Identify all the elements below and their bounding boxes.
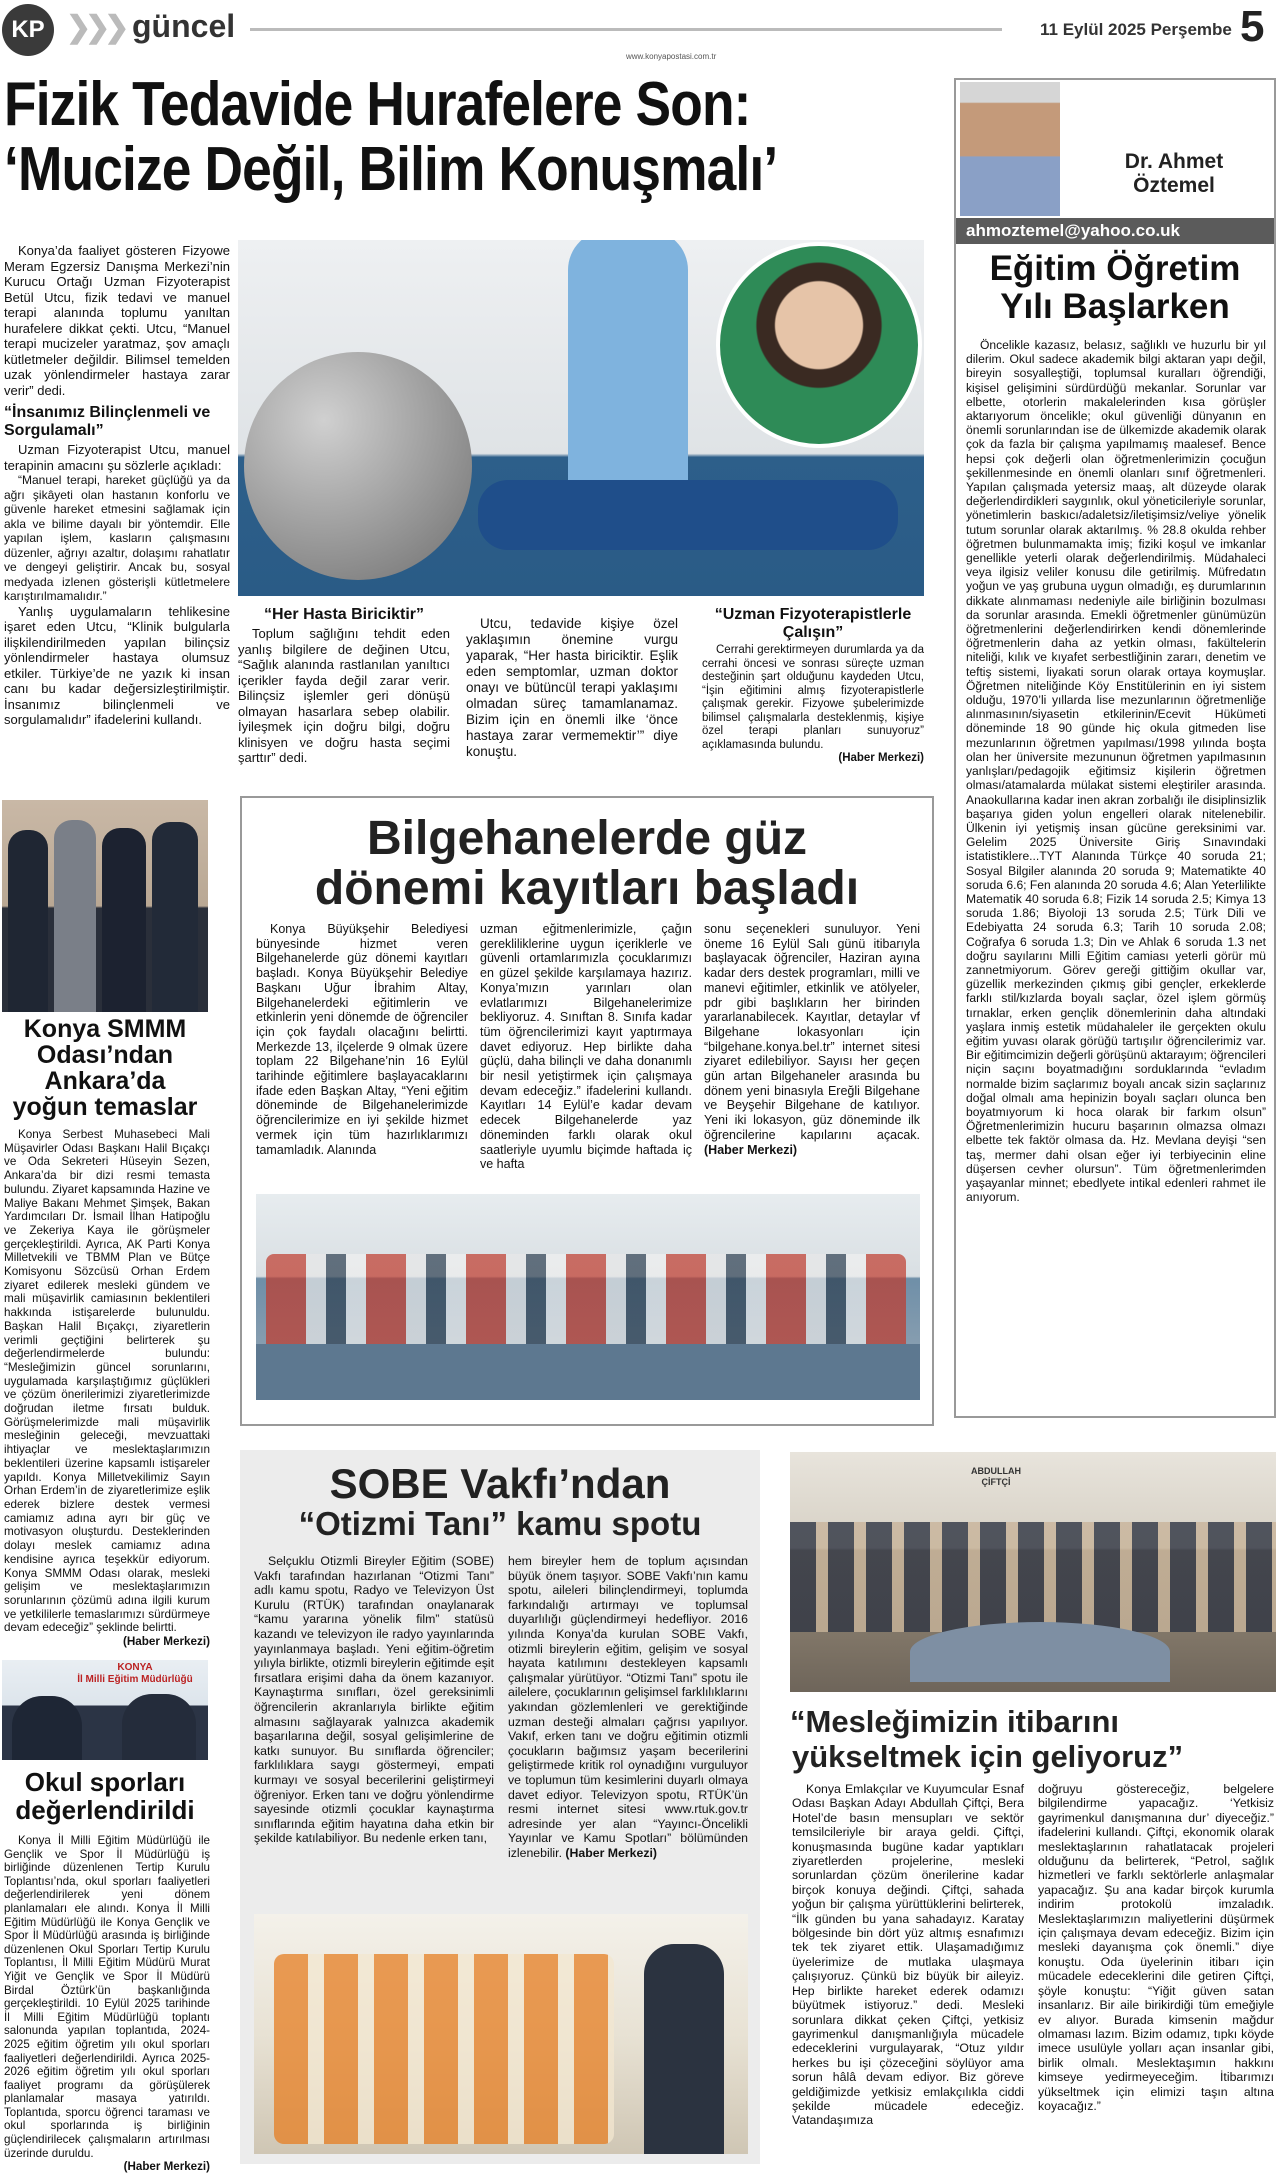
photo-banner xyxy=(966,1466,1026,1488)
meslek-title-line2: yükseltmek için geliyoruz” xyxy=(792,1739,1184,1774)
main-p4: Yanlış uygulamaların tehlikesine işaret eden Utcu, “Klinik bulgularla ilişkilendirilmeden yapılan bilinçsiz yönlendirmeler hastaya olumsuz etkiler. Türkiye’de ne yazık ki insan canı bu kadar değersizleştirilmiştir. İnsanımız bilinçlenmeli ve sorgulamalıdır” ifadelerini kullandı. xyxy=(4,603,230,727)
attendees xyxy=(790,1522,1276,1632)
smmm-text: Konya Serbest Muhasebeci Mali Müşavirler Odası Başkanı Halil Bıçakçı ve Oda Sekreteri Hüseyin Sezen, Ankara’da bir dizi resmi temasta bulundu. Ziyaret kapsamında Hazine ve Maliye Bakanı Mehmet Şimşek, Bakan Yardımcıları Dr. İsmail İlhan Hatipoğlu ve Zekeriya Kaya ile görüşmeler gerçekleştirildi. Ayrıca, AK Parti Konya Milletvekili ve TBMM Plan ve Bütçe Komisyonu Sözcüsü Orhan Erdem ziyaret edilerek mesleki gündem ve mali müşavirlik camiasının beklentileri hakkında istişarelerde bulunuldu. Başkan Halil Bıçakçı, ziyaretlerin verimli geçtiğini belirterek şu değerlendirmelerde bulundu: “Mesleğimizin güncel sorunlarını, uygulamada karşılaştığımız güçlükleri ve çözüm önerilerimizi ziyaretlerimizde doğrudan iletme fırsatı bulduk. Görüşmelerimizde mali müşavirlik mesleğinin geleceği, mevzuattaki ihtiyaçlar ve meslektaşlarımızın beklentileri üzerine kapsamlı istişareler yapıldı. Konya Milletvekilimiz Sayın Orhan Erdem’in de ziyaretlerimize eşlik ederek bizlere destek vermesi camiamız adına ayrı bir güç ve motivasyon oluşturdu. Desteklerinden dolayı meslek camiamız adına kendisine ayrıca teşekkür ediyorum. Konya SMMM Odası olarak, mesleki gelişim ve meslektaşlarımızın sorunlarının çözümü adına ilgili kurum ve yetkililerle temaslarımızı sürdürmeye devam edeceğiz” şeklinde belirtti. xyxy=(4,1128,210,1635)
official-1 xyxy=(12,1696,82,1760)
meeting-table xyxy=(910,1622,1170,1682)
sobe-col1: Selçuklu Otizmli Bireyler Eğitim (SOBE) Vakfı tarafından hazırlanan “Otizmi Tanı” adlı kamu spotu, Radyo ve Televizyon Üst Kurulu (RTÜK) tarafından onaylanarak “kamu yararına yönelik film” statüsü kazandı ve televizyon ile radyo yayınlarında yayınlanmaya başladı. Yeni eğitim-öğretim yılıyla birlikte, otizmli bireylerin eğitimde eşit fırsatlara erişimi daha da önem kazanıyor. Kaynaştırma sınıfları, özel gereksinimli öğrencilerin akranlarıyla birlikte eğitim almasını sağlayarak yalnızca akademik başarılarına değil, sosyal gelişimlerine de katkı sunuyor. Bu sınıflarda öğrenciler; farklılıklara saygı göstermeyi, empati kurmayı ve sosyal becerilerini geliştirmeyi öğreniyor. Erken tanı ve doğru yönlendirme sayesinde otizmli çocuklar kaynaştırma sınıflarında eğitim hayatına daha etkin bir şekilde katılabiliyor. Bu nedenle erken tanı, xyxy=(254,1554,494,1846)
bilgehane-col1: Konya Büyükşehir Belediyesi bünyesinde hizmet veren Bilgehanelerde güz dönemi kayıtları başladı. Konya Büyükşehir Belediye Başkanı Uğur İbrahim Altay, Bilgehanelerdeki eğitimlerin ve etkinlerin yeni dönemde de öğrenciler için çok faydalı olacağını belirtti. Merkezde 13, ilçelerde 9 olmak üzere toplam 22 Bilgehane’nin 16 Eylül tarihinde eğitimlere başlayacaklarını ifade eden Başkan Altay, “Yeni eğitim döneminde de Bilgehanelerimizde öğrencilerimize en iyi şekilde hizmet vermek için tüm hazırlıklarımızı tamamladık. Alanında xyxy=(256,922,468,1157)
main-title-line1: Fizik Tedavide Hurafelere Son: xyxy=(4,70,751,139)
main-p5: Toplum sağlığını tehdit eden yanlış bilgilere de değinen Utcu, “Sağlık alanında rastlanılan yanıltıcı içerikler fayda değil zarar verir. Bilinçsiz işlemler geri dönüşü olmayan hasarlara sebep olabilir. İyileşmek için doğru bilgi, doğru klinisyen ve doğru hasta seçimi şarttır” dedi. xyxy=(238,626,450,765)
main-subhead-1: “İnsanımız Bilinçlenmeli ve Sorgulamalı” xyxy=(4,404,211,439)
column-title-line2: Yılı Başlarken xyxy=(1000,287,1230,326)
issue-date: 11 Eylül 2025 Perşembe xyxy=(1040,20,1232,39)
page-header xyxy=(0,0,1280,60)
photo-banner-line2: ÇİFTÇİ xyxy=(981,1477,1011,1487)
main-photo-physiotherapy xyxy=(238,240,924,596)
column-box xyxy=(954,78,1276,1418)
sobe-col2 xyxy=(508,1554,748,1860)
main-subhead-2: “Her Hasta Biriciktir” xyxy=(263,606,425,623)
main-col-a xyxy=(238,606,450,766)
bilgehane-classroom-photo xyxy=(256,1194,920,1400)
author-name-line1: Dr. Ahmet xyxy=(1124,150,1224,173)
header-rule xyxy=(250,28,1002,31)
main-title-line2: ‘Mucize Değil, Bilim Konuşmalı’ xyxy=(4,135,778,205)
author-name xyxy=(1104,150,1244,198)
author-photo xyxy=(960,82,1060,216)
main-intro: Konya’da faaliyet gösteren Fizyowe Meram Egzersiz Danışma Merkezi’nin Kurucu Ortağı Uzman Fizyoterapist Betül Utcu, fizik tedavi ve manuel terapi alanında toplumu yanıltan hurafelere dikkat çekti. Utcu, “Manuel terapi mucizeler yaratmaz, şov amaçlı kütletmeler değildir. Bilimsel temelden uzak yönlendirmeler hastaya zarar verir” dedi. xyxy=(4,243,230,398)
bilgehane-credit: (Haber Merkezi) xyxy=(704,1142,798,1157)
photo-sign-line1: KONYA xyxy=(117,1662,153,1673)
official-2 xyxy=(122,1694,196,1760)
main-p6: Utcu, tedavide kişiye özel yaklaşımın önemine vurgu yaparak, “Her hasta biriciktir. Eşlik eden semptomlar, uzman doktor onayı ve bütüncül terapi yaklaşımı olmadan süreç tamamlanamaz. Bizim için en önemli ilke ‘önce hastaya zarar vermemektir’” diye konuştu. xyxy=(466,616,678,759)
column-body: Öncelikle kazasız, belasız, sağlıklı ve huzurlu bir yıl dilerim. Okul sadece akademik bilgi aktaran yapı değil, bireyin sosyalleştiği, toplumsal kuralları öğrendiği, kişisel gelişimini sürdürdüğü mekanlar. Sorunlar var elbette, otorlerin makalelerinden kısa görüşler aktarıyorum öncelikle; okul güvenliği dünyanın en önemli sorunlarından ise de ülkemizde akademik olarak çok da fazla bir çalışma yapılmamış maalesef. Bence hepsi çok değerli olan öğretmenlerimizin çocuğun şekillenmesinde en önemli olanları sınıf öğretmenleri. Yapılan çalışmada yetersiz maaş, alt düzeyde olarak değerlendirdikleri saygınlık, okul yöneticileriyle sorunlar, yönetimlerin baskıcı/adaletsiz/iletişimsiz/veliye yönelik tutum sorunlar olarak aktarılmış. % 28.8 okulda rehber öğretmen bulunmamakta imiş; fiziki koşul ve imkanlar genellikle yeterli olarak değerlendirilmiş. Müdahaleci veya ilgisiz veliler konusu dile getirilmiş. Müfredatın yoğun ve yaş grubuna uygun olmadığı, eş durumlarının dikkate alınmaması nedeniyle aile birliğinin bozulması da sorunlar arasında. Emekli öğretmenler günümüzün öğretmenlerini değerlendirirken kendi dönemlerinde öğretmenlerin daha az yetkin olması, fakültelerin niteliği, kılık ve kıyafet serbestliğinin zararı, denetim ve teftiş sistemi, liyakati sorun olarak ortaya koymuşlar. Öğretmen niteliğinde Köy Enstitülerinin en iyi sistem olduğu, 1970’li yıllarda lise mezunlarının öğretmenliğe alınmasının/siyasetin etkilerinin/Ecevit Hükümeti döneminde 18 90 günde hiç okula gitmeden lise mezunlarının öğretmen yapılması/1998 yılında boşta olan her üniversite mezununun öğretmen yapılmasının yanlışları/pedagojik eğitimsiz kişilerin öğretmen olması/atamalarda mülakat sistemi eleştiriler arasında. Anaokullarına kadar inen akran zorbalığı ile disiplinsizlik başarıya giden yolun engelleri olarak nitelenebilir. Ülkenin iyi yetişmiş insan gücüne gereksinimi var. Gelelim 2025 Üniversite Giriş Sınavındaki istatistiklere...TYT Alanında Türkçe 40 soruda 21; Sosyal Bilgiler alanında 20 soruda 9; Matematikte 40 soruda 6.6; Fen alanında 20 soruda 4.6; Alan Yeterlilikte Matematik 40 soruda 6.8; Fizik 14 soruda 2.5; Kimya 13 soruda 1.86; Biyoloji 13 soruda 2.5; Türk Dili ve Edebiyatta 24 soruda 6.3; Tarih 10 soruda 2.08; Coğrafya 6 soruda 1.3; Din ve Ahlak 6 soruda 1.3 net doğru sayılarını Milli Eğitim camiası yeterli görür mü zannetmiyorum. Görev gereği gittiğim okullar var, güzellik merkezinden çıkmış gibi gençler, erkeklerde farklı stil/kızlarda boyalı saçlar, özel işlem görmüş tırnaklar, erken gençlik dönemlerinin daha altındaki yaşlara inmiş estetik müdahaleler ile gerçekten okulu eğitim yuvası olarak görüğü tartışılır öğrencilerimiz var. Bir eğitimcimizin değerli görüşünü aktarayım; öğrencileri niçin saçını boyatmadığını sorduklarında “evladım normalde bizim saçlarımız boyalı ancak sizin saçlarınız doğal olmalı ama hepinizin boyalı saçları olunca ben boyatmıyorum ki hoca olarak bir farkım olsun” Öğretmenlerimizin hucuru başarının olmazsa olmazı elbette tek faktör olmasa da. Hz. Mevlana deyişi “sen taş, mermer dahi olsan eğer iyi terbiyecinin eline düşersen cevher olursun”. Tüm öğretmenlerimden yaşayanlar minnet; ebedlyete intikal edenleri rahmet ile anıyorum. xyxy=(966,338,1266,1205)
smmm-title-line2: Odası’ndan xyxy=(36,1041,174,1069)
classroom-desk xyxy=(256,1344,920,1400)
okul-sporlari-credit: (Haber Merkezi) xyxy=(123,2160,210,2174)
person-2 xyxy=(54,820,96,1012)
bilgehane-col2: uzman eğitmenlerimizle, çağın gerekliliklerine uygun içeriklerle ve güvenli ortamlarımızla çocuklarımızı en güzel şekilde karşılamaya hazırız. Konya’mızın yarınları olan evlatlarımızı Bilgehanelerimize bekliyoruz. 4. Sınıftan 8. Sınıfa kadar tüm öğrencilerimizi kayıt yaptırmaya davet ediyoruz. Hep birlikte daha güçlü, daha bilinçli ve daha donanımlı bir nesil yetiştirmek için çalışmaya devam edeceğiz.” ifadelerini kullandı. Kayıtları 14 Eylül’e kadar devam edecek Bilgehanelerde yaz döneminden farklı olarak okul saatleriyle uyumlu biçimde haftada iç ve hafta xyxy=(480,922,692,1172)
main-subhead-3: “Uzman Fizyoterapistlerle Çalışın” xyxy=(714,606,912,641)
person-3 xyxy=(102,828,146,1012)
main-col-c xyxy=(702,606,924,766)
adult-figure xyxy=(644,1944,724,2154)
main-credit: (Haber Merkezi) xyxy=(838,752,924,764)
photo-banner-line1: ABDULLAH xyxy=(971,1466,1021,1476)
inset-portrait xyxy=(716,242,922,448)
meslek-meeting-photo xyxy=(790,1452,1276,1692)
main-p7: Cerrahi gerektirmeyen durumlarda ya da cerrahi öncesi ve sonrası süreçte uzman desteğinin şart olduğunu kaydeden Utcu, “İşin eğitimini almış fizyoterapistlerle çalışmak gerekir. Fizyowe şubelerimizde bilimsel çalışmalarla desteklenmiş, kişiye özel terapi planları sunuyoruz” açıklamasında bulundu. xyxy=(702,644,924,751)
author-name-line2: Öztemel xyxy=(1133,174,1215,197)
patient-figure xyxy=(478,480,898,550)
sobe-col2-text: hem bireyler hem de toplum açısından büyük önem taşıyor. SOBE Vakfı’nın kamu spotu, aileleri bilinçlendirmeyi, toplumda farkındalığı artırmayı ve toplumsal duyarlılığı güçlendirmeyi hedefliyor. 2016 yılında Konya’da kurulan SOBE Vakfı, otizmli bireylerin eğitim, gelişim ve sosyal hayata katılımını destekleyen kapsamlı çalışmalar yürütüyor. “Otizmi Tanı” spotu ile ailelere, çocuklarının gelişimsel farklılıklarını yakından gözlemlenleri ve gerektiğinde uzman desteği almaları çağrısı yapılıyor. Vakıf, erken tanı ve doğru eğitimin otizmli çocukların bağımsız yaşam becerilerini geliştirmede kritik rol oynadığını vurguluyor ve toplumun tüm kesimlerini duyarlı olmaya davet ediyor. Televizyon spotu, RTÜK’ün resmi internet sitesi www.rtuk.gov.tr adresinde yer alan “Yayıncı-Öncelikli Yayınlar ve Kamu Spotları” bölümünden izlenebilir. xyxy=(508,1554,748,1860)
bilgehane-title-line2: dönemi kayıtları başladı xyxy=(314,862,860,915)
person-1 xyxy=(8,830,48,1012)
logo: KP xyxy=(2,4,54,56)
bilgehane-col3 xyxy=(704,922,920,1157)
sobe-classroom-photo xyxy=(254,1914,748,2154)
smmm-photo xyxy=(2,800,208,1012)
meslek-title-line1: “Mesleğimizin itibarını xyxy=(790,1704,1119,1739)
okul-sporlari-title-line2: değerlendirildi xyxy=(15,1795,195,1825)
author-email[interactable]: ahmoztemel@yahoo.co.uk xyxy=(956,218,1274,244)
photo-sign-line2: İl Milli Eğitim Müdürlüğü xyxy=(77,1674,193,1685)
smmm-credit: (Haber Merkezi) xyxy=(122,1635,210,1649)
main-title xyxy=(4,70,812,205)
okul-sporlari-text: Konya İl Milli Eğitim Müdürlüğü ile Gençlik ve Spor İl Müdürlüğü iş birliğinde düzenlenen Tertip Kurulu Toplantısı’nda, okul sporları faaliyetleri değerlendirilerek yeni dönem planlamaları ele alındı. Konya İl Milli Eğitim Müdürlüğü ile Konya Gençlik ve Spor İl Müdürlüğü arasında iş birliğinde düzenlenen Okul Sporları Tertip Kurulu Toplantısı, İl Milli Eğitim Müdürü Murat Yiğit ve Gençlik ve Spor İl Müdürü Birdal Öztürk’ün başkanlığında gerçekleştirildi. 10 Eylül 2025 tarihinde İl Milli Eğitim Müdürlüğü toplantı salonunda yapılan toplantıda, 2024-2025 eğitim öğretim yılı okul sporları faaliyetleri değerlendirildi. Ayrıca 2025-2026 eğitim öğretim yılı okul sporları faaliyet programı da görüşülerek planlamalar masaya yatırıldı. Toplantıda, sporcu öğrenci taraması ve okul sporlarında iş birliğinin güçlendirilecek çalışmaların artırılması üzerinde duruldu. xyxy=(4,1834,210,2160)
section-label: güncel xyxy=(132,8,236,44)
sobe-credit: (Haber Merkezi) xyxy=(565,1845,657,1860)
page-number: 5 xyxy=(1240,2,1265,51)
sobe-title-line2: “Otizmi Tanı” kamu spotu xyxy=(298,1505,702,1542)
meslek-col2: doğruyu göstereceğiz, belgelere bilgilendirme yapacağız. ‘Yetkisiz gayrimenkul danışmanına dur’ diyeceğiz.” ifadelerini kullandı. Çiftçi, ekonomik olarak meslektaşlarının rahatlatacak projeleri olduğunu da belirterek, “Petrol, sağlık hizmetleri ve farklı sektörlerle anlaşmalar yapacağız. Şu ana kadar birçok kurumla indirim protokolü imzaladık. Meslektaşlarımızın maliyetlerini düşürmek için çalışmaya devam edeceğiz. Bizim için mesleki dayanışma çok önemli.” diye konuştu. Oda üyelerinin itibarı için mücadele edeceklerini dile getiren Çiftçi, şöyle konuştu: “Yiğit güven satan insanlarız. Bir aile birikirdiği tüm emeğiyle ev alıyor. Burada kimsenin mağdur olmaması lazım. Bizim odamız, tıpkı köyde imece usulüyle yolları açan insanlar gibi, birlik olmalı. Meslektaşımın hakkını kimseye yedirmeyeceğim. İtibarımızı yükseltmek için elimizi taşın altına koyacağız.” xyxy=(1038,1782,1274,2113)
main-p2: Uzman Fizyoterapist Utcu, manuel terapinin amacını şu sözlerle açıkladı: xyxy=(4,442,230,473)
smmm-title-line1: Konya SMMM xyxy=(23,1015,187,1043)
main-p3: “Manuel terapi, hareket güçlüğü ya da ağrı şikâyeti olan hastanın konforlu ve güvenle hareket etmesini sağlamak için akla ve bilime dayalı bir yöntemdir. Elle yapılan işlem, kasların çalışmasını düzenler, ağrıyı azaltır, dolaşımı rahatlatır ve dengeyi geliştirir. Ancak bu, sosyal medyada izlenen gösterişli kütletmelere karıştırılmamalıdır.” xyxy=(4,473,230,603)
sobe-title-line1: SOBE Vakfı’ndan xyxy=(329,1460,671,1507)
okul-sporlari-title xyxy=(2,1768,208,1824)
column-title-line1: Eğitim Öğretim xyxy=(989,249,1241,288)
okul-sporlari-body xyxy=(4,1834,210,2174)
main-col-b xyxy=(466,616,678,760)
main-story-left-column xyxy=(4,243,230,728)
sobe-title xyxy=(240,1462,760,1542)
bilgehane-col3-text: sonu seçenekleri sunuluyor. Yeni öneme 16 Eylül Salı günü itibarıyla başlayacak öğrenciler, Haziran ayına kadar ders destek programları, milli ve manevi eğitimler, etkinlik ve atölyeler, pdr gibi başlıkların her birinden yararlanabilecek. Kayıtlar, detaylar vf Bilgehane lokasyonları için “bilgehane.konya.bel.tr” internet sitesi ziyaret edilebiliyor. Sayısı her geçen gün artan Bilgehaneler arasında bu dönem yeni binasıyla Ereğli Bilgehane ve Beyşehir Bilgehane de katılıyor. Yeni iki lokasyon, güz döneminde ilk öğrencilerine kapılarını açacak. xyxy=(704,922,920,1142)
smmm-title xyxy=(2,1016,208,1120)
bilgehane-box xyxy=(240,796,934,1426)
person-4 xyxy=(152,822,198,1012)
chevrons-icon: ❯❯❯ xyxy=(66,11,124,44)
website: www.konyapostasi.com.tr xyxy=(626,52,717,61)
okul-sporlari-title-line1: Okul sporları xyxy=(24,1767,186,1797)
smmm-title-line3: Ankara’da xyxy=(44,1067,166,1095)
smmm-body xyxy=(4,1128,210,1649)
bilgehane-title xyxy=(242,814,932,914)
column-title xyxy=(956,250,1274,326)
smmm-title-line4: yoğun temaslar xyxy=(12,1093,198,1121)
meslek-col1: Konya Emlakçılar ve Kuyumcular Esnaf Odası Başkan Adayı Abdullah Çiftçi, Bera Hotel’de basın mensupları ve sektör temsilcileriyle bir araya geldi. Çiftçi, konuşmasında bugüne kadar yaptıkları ziyaretlerden projelerine, mesleki sorunlardan çözüm önerilerine kadar birçok konuya değindi. Çiftçi, sahada yoğun bir çalışma yürüttüklerini belirterek, “İlk günden bu yana sahadayız. Karatay bölgesinde bin dört yüz altmış esnafımızı tek tek ziyaret ettik. Ulaşamadığımız üyelerimize de mutlaka ulaşmaya çalışıyoruz. Çünkü biz büyük bir aileyiz. Hep birlikte hareket ederek odamızı büyütmek istiyoruz.” dedi. Mesleki sorunlara dikkat çeken Çiftçi, yetkisiz gayrimenkul danışmanlığıyla mücadele edeceklerini vurgulayarak, “Otuz yıldır herkes bu işi çözeceğini söylüyor ama sorun hâlâ devam ediyor. Biz göreve geldiğimizde yetkisiz emlakçılıkla ciddi şekilde mücadele edeceğiz. Vatandaşımıza xyxy=(792,1782,1024,2128)
okul-sporlari-photo xyxy=(2,1660,208,1760)
sobe-box xyxy=(240,1450,760,2164)
photo-sign xyxy=(62,1662,208,1686)
bilgehane-title-line1: Bilgehanelerde güz xyxy=(366,812,808,865)
children-group xyxy=(274,1954,614,2144)
exercise-ball xyxy=(244,352,472,580)
meslek-title xyxy=(790,1704,1276,1774)
